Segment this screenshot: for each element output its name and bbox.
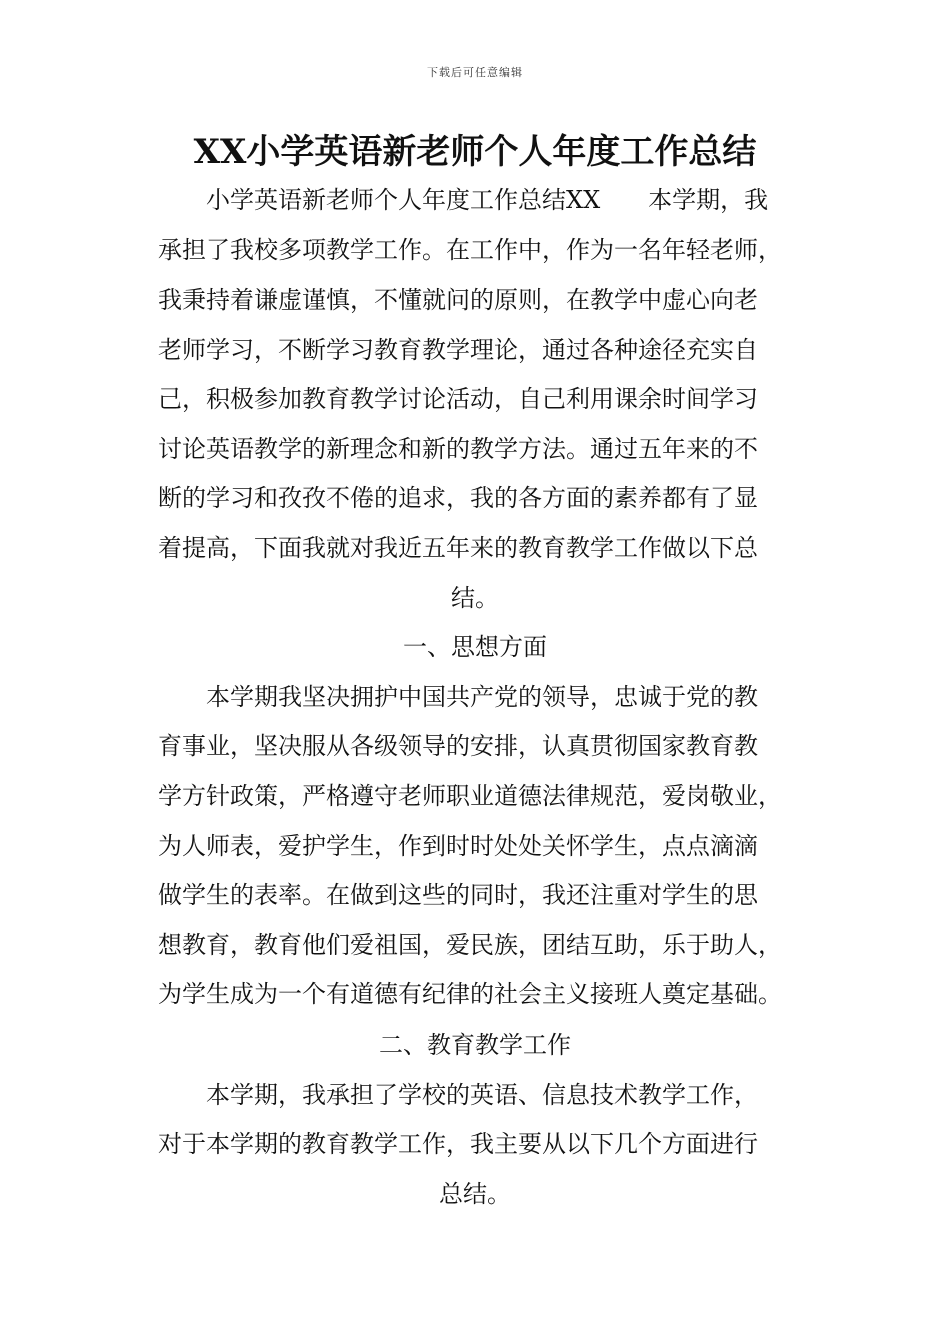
paragraph-line: 断的学习和孜孜不倦的追求，我的各方面的素养都有了显 — [158, 484, 758, 512]
paragraph-line: 结。 — [451, 584, 499, 612]
paragraph-line: 老师学习，不断学习教育教学理论，通过各种途径充实自 — [158, 336, 758, 364]
paragraph-line: 本学期，我承担了学校的英语、信息技术教学工作， — [206, 1081, 758, 1109]
paragraph-line: 育事业，坚决服从各级领导的安排，认真贯彻国家教育教 — [158, 732, 758, 760]
paragraph-line: 本学期我坚决拥护中国共产党的领导，忠诚于党的教 — [206, 683, 758, 711]
paragraph-line: 为学生成为一个有道德有纪律的社会主义接班人奠定基础。 — [158, 980, 782, 1008]
paragraph-line: 想教育，教育他们爱祖国，爱民族，团结互助，乐于助人， — [158, 931, 782, 959]
paragraph-line: 对于本学期的教育教学工作，我主要从以下几个方面进行 — [158, 1130, 758, 1158]
paragraph-line: 为人师表，爱护学生，作到时时处处关怀学生，点点滴滴 — [158, 832, 758, 860]
paragraph-line: 承担了我校多项教学工作。在工作中，作为一名年轻老师， — [158, 236, 782, 264]
paragraph-line: 着提高，下面我就对我近五年来的教育教学工作做以下总 — [158, 534, 758, 562]
paragraph-line: 做学生的表率。在做到这些的同时，我还注重对学生的思 — [158, 881, 758, 909]
section-heading: 二、教育教学工作 — [379, 1031, 571, 1059]
paragraph-line: 讨论英语教学的新理念和新的教学方法。通过五年来的不 — [158, 435, 758, 463]
paragraph-line: 总结。 — [439, 1180, 511, 1208]
section-heading: 一、思想方面 — [403, 633, 547, 661]
paragraph-line: 我秉持着谦虚谨慎，不懂就问的原则，在教学中虚心向老 — [158, 286, 758, 314]
paragraph-line: 己，积极参加教育教学讨论活动，自己利用课余时间学习 — [158, 385, 758, 413]
header-note: 下载后可任意编辑 — [427, 66, 523, 79]
paragraph-line: 小学英语新老师个人年度工作总结XX 本学期，我 — [206, 186, 769, 214]
document-title: XX小学英语新老师个人年度工作总结 — [193, 132, 757, 172]
paragraph-line: 学方针政策，严格遵守老师职业道德法律规范，爱岗敬业， — [158, 782, 782, 810]
